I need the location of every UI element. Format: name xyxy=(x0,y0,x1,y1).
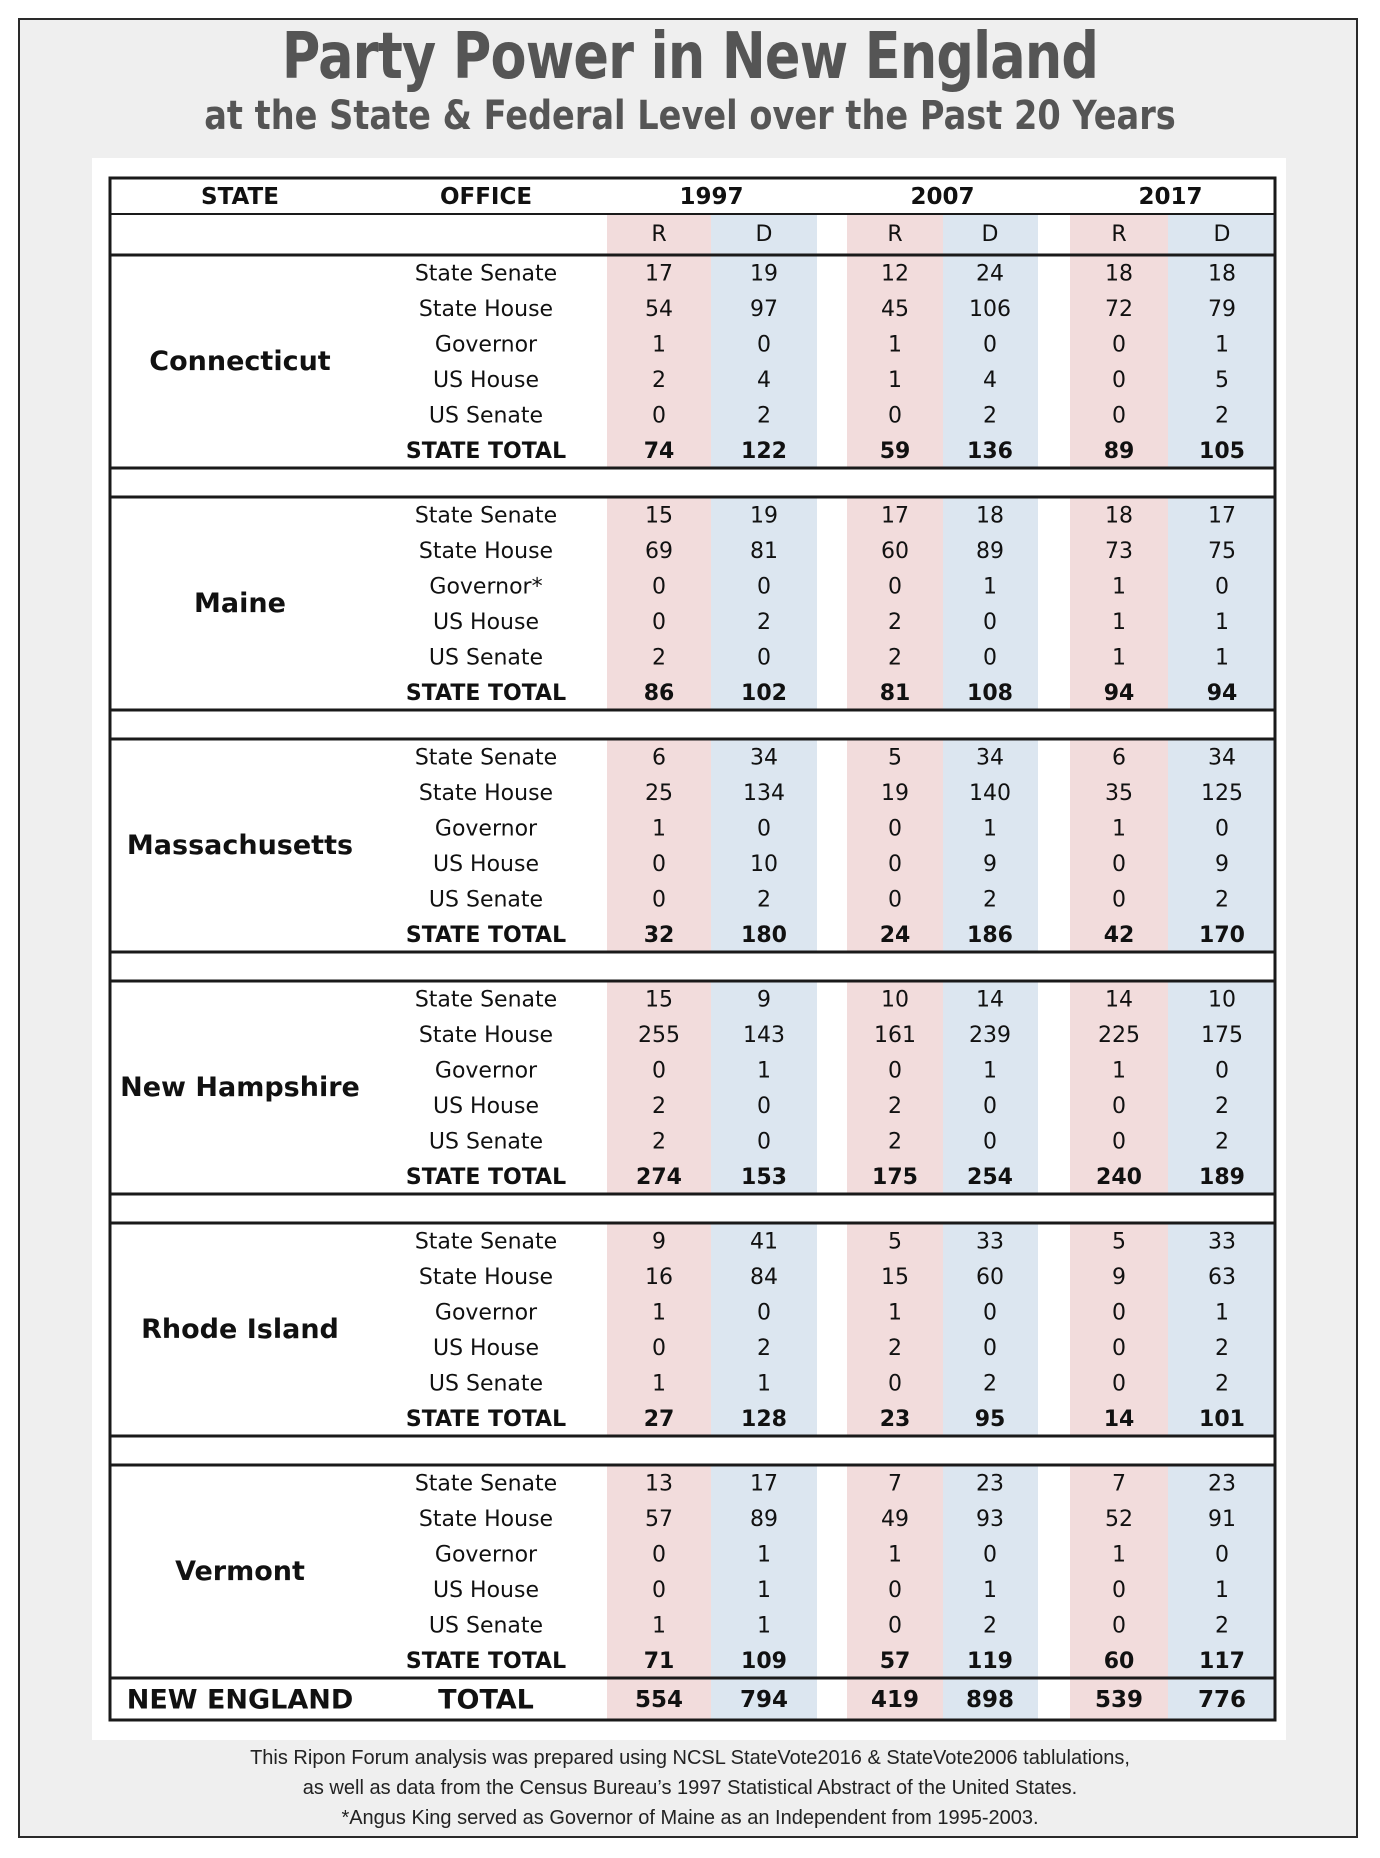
data-cell: 45 xyxy=(881,296,909,322)
state-name: Rhode Island xyxy=(141,1314,339,1345)
data-cell: 0 xyxy=(757,1093,771,1119)
data-cell: 2 xyxy=(1215,1371,1229,1397)
state-total-cell: 240 xyxy=(1096,1164,1142,1190)
state-total-cell: 254 xyxy=(967,1164,1013,1190)
data-cell: 2 xyxy=(1215,1093,1229,1119)
data-cell: 34 xyxy=(750,745,778,771)
state-total-label: STATE TOTAL xyxy=(405,1648,567,1674)
office-label: Governor xyxy=(434,1058,538,1084)
data-cell: 18 xyxy=(976,503,1004,529)
data-cell: 1 xyxy=(888,1542,902,1568)
header-state: STATE xyxy=(201,184,279,210)
data-cell: 52 xyxy=(1105,1506,1133,1532)
header-party: D xyxy=(981,222,999,247)
office-label: State Senate xyxy=(414,261,558,287)
header-party: D xyxy=(755,222,773,247)
data-cell: 1 xyxy=(652,1371,666,1397)
data-cell: 7 xyxy=(1112,1471,1126,1497)
data-cell: 97 xyxy=(750,296,778,322)
data-cell: 0 xyxy=(1215,1542,1229,1568)
data-cell: 0 xyxy=(1112,1371,1126,1397)
data-cell: 15 xyxy=(645,503,673,529)
data-cell: 17 xyxy=(1208,503,1236,529)
data-cell: 0 xyxy=(983,609,997,635)
office-label: Governor* xyxy=(429,574,543,600)
office-label: US House xyxy=(432,367,540,393)
data-cell: 63 xyxy=(1208,1264,1236,1290)
data-cell: 1 xyxy=(757,1542,771,1568)
page-title: Party Power in New England xyxy=(281,20,1099,94)
state-total-cell: 117 xyxy=(1199,1648,1245,1674)
data-cell: 5 xyxy=(1112,1229,1126,1255)
data-cell: 2 xyxy=(1215,1613,1229,1639)
state-total-cell: 57 xyxy=(879,1648,911,1674)
data-cell: 14 xyxy=(976,987,1004,1013)
data-cell: 89 xyxy=(750,1506,778,1532)
data-cell: 1 xyxy=(757,1371,771,1397)
office-label: Governor xyxy=(434,1542,538,1568)
data-cell: 14 xyxy=(1105,987,1133,1013)
data-cell: 15 xyxy=(645,987,673,1013)
data-cell: 0 xyxy=(652,1335,666,1361)
state-total-cell: 32 xyxy=(643,922,675,948)
data-cell: 2 xyxy=(888,1093,902,1119)
state-total-cell: 71 xyxy=(643,1648,675,1674)
office-label: State Senate xyxy=(414,503,558,529)
data-cell: 0 xyxy=(652,403,666,429)
data-cell: 6 xyxy=(652,745,666,771)
data-cell: 13 xyxy=(645,1471,673,1497)
state-separator xyxy=(110,1194,1275,1223)
data-cell: 49 xyxy=(881,1506,909,1532)
data-cell: 5 xyxy=(888,745,902,771)
data-cell: 18 xyxy=(1208,261,1236,287)
data-cell: 1 xyxy=(652,1300,666,1326)
data-cell: 2 xyxy=(983,1371,997,1397)
data-cell: 17 xyxy=(750,1471,778,1497)
state-total-cell: 23 xyxy=(879,1406,911,1432)
data-cell: 0 xyxy=(757,1129,771,1155)
data-cell: 1 xyxy=(1215,332,1229,358)
data-cell: 10 xyxy=(750,851,778,877)
data-cell: 134 xyxy=(743,780,785,806)
state-total-cell: 24 xyxy=(879,922,911,948)
state-total-cell: 175 xyxy=(872,1164,918,1190)
office-label: State House xyxy=(418,780,554,806)
data-cell: 4 xyxy=(983,367,997,393)
data-cell: 0 xyxy=(888,1371,902,1397)
data-cell: 15 xyxy=(881,1264,909,1290)
state-total-cell: 170 xyxy=(1199,922,1245,948)
data-cell: 0 xyxy=(1112,403,1126,429)
data-cell: 1 xyxy=(888,367,902,393)
data-cell: 1 xyxy=(1215,1300,1229,1326)
data-cell: 0 xyxy=(652,1542,666,1568)
header-party: D xyxy=(1213,222,1231,247)
header-party: R xyxy=(1111,222,1127,247)
office-label: US Senate xyxy=(428,1129,544,1155)
data-cell: 2 xyxy=(757,887,771,913)
data-cell: 0 xyxy=(652,574,666,600)
data-cell: 1 xyxy=(888,1300,902,1326)
state-total-label: STATE TOTAL xyxy=(405,438,567,464)
state-total-cell: 86 xyxy=(643,680,675,706)
data-cell: 0 xyxy=(1112,1335,1126,1361)
data-cell: 2 xyxy=(757,609,771,635)
office-label: State Senate xyxy=(414,745,558,771)
data-cell: 0 xyxy=(1112,1300,1126,1326)
office-label: US Senate xyxy=(428,403,544,429)
data-cell: 0 xyxy=(983,1335,997,1361)
data-cell: 0 xyxy=(888,1613,902,1639)
office-label: US House xyxy=(432,1577,540,1603)
state-total-cell: 101 xyxy=(1199,1406,1245,1432)
office-label: Governor xyxy=(434,1300,538,1326)
data-cell: 0 xyxy=(757,645,771,671)
office-label: State House xyxy=(418,538,554,564)
office-label: Governor xyxy=(434,332,538,358)
data-cell: 1 xyxy=(757,1058,771,1084)
data-cell: 2 xyxy=(652,367,666,393)
data-cell: 0 xyxy=(888,887,902,913)
state-total-cell: 136 xyxy=(967,438,1013,464)
data-cell: 91 xyxy=(1208,1506,1236,1532)
data-cell: 1 xyxy=(1112,645,1126,671)
state-total-label: STATE TOTAL xyxy=(405,1406,567,1432)
data-cell: 1 xyxy=(1112,816,1126,842)
data-cell: 0 xyxy=(652,609,666,635)
data-cell: 2 xyxy=(888,1335,902,1361)
data-cell: 19 xyxy=(750,503,778,529)
state-name: Massachusetts xyxy=(126,830,354,861)
data-cell: 10 xyxy=(881,987,909,1013)
data-cell: 89 xyxy=(976,538,1004,564)
state-total-cell: 109 xyxy=(741,1648,787,1674)
state-total-cell: 102 xyxy=(741,680,787,706)
data-cell: 0 xyxy=(1112,332,1126,358)
state-total-label: STATE TOTAL xyxy=(405,1164,567,1190)
data-cell: 84 xyxy=(750,1264,778,1290)
data-cell: 1 xyxy=(1215,1577,1229,1603)
data-cell: 2 xyxy=(888,1129,902,1155)
data-cell: 2 xyxy=(983,1613,997,1639)
data-cell: 9 xyxy=(983,851,997,877)
office-label: State House xyxy=(418,296,554,322)
data-cell: 1 xyxy=(1112,1058,1126,1084)
data-cell: 1 xyxy=(888,332,902,358)
office-label: State Senate xyxy=(414,987,558,1013)
data-cell: 33 xyxy=(1208,1229,1236,1255)
state-total-cell: 128 xyxy=(741,1406,787,1432)
data-cell: 143 xyxy=(743,1022,785,1048)
state-total-cell: 42 xyxy=(1103,922,1135,948)
state-total-cell: 60 xyxy=(1103,1648,1135,1674)
data-cell: 73 xyxy=(1105,538,1133,564)
office-label: State Senate xyxy=(414,1229,558,1255)
office-label: US Senate xyxy=(428,1371,544,1397)
office-label: US House xyxy=(432,1335,540,1361)
state-total-cell: 180 xyxy=(741,922,787,948)
state-separator xyxy=(110,710,1275,739)
footnote-source-1: This Ripon Forum analysis was prepared using NCSL StateVote2016 & StateVote2006 tablulations, xyxy=(250,1747,1130,1769)
header-year: 2017 xyxy=(1138,184,1203,210)
data-cell: 2 xyxy=(652,1129,666,1155)
data-cell: 34 xyxy=(976,745,1004,771)
data-cell: 0 xyxy=(888,1058,902,1084)
data-cell: 9 xyxy=(757,987,771,1013)
data-cell: 0 xyxy=(983,332,997,358)
data-cell: 0 xyxy=(888,574,902,600)
data-cell: 225 xyxy=(1098,1022,1140,1048)
office-label: State House xyxy=(418,1022,554,1048)
footnote-source-2: as well as data from the Census Bureau’s 1997 Statistical Abstract of the United States. xyxy=(302,1777,1078,1799)
data-cell: 2 xyxy=(983,887,997,913)
grand-total-region: NEW ENGLAND xyxy=(126,1684,354,1716)
data-cell: 57 xyxy=(645,1506,673,1532)
state-total-cell: 189 xyxy=(1199,1164,1245,1190)
state-total-label: STATE TOTAL xyxy=(405,922,567,948)
data-cell: 0 xyxy=(983,1300,997,1326)
state-separator xyxy=(110,1436,1275,1465)
data-cell: 175 xyxy=(1201,1022,1243,1048)
data-cell: 6 xyxy=(1112,745,1126,771)
grand-total-cell: 794 xyxy=(739,1687,789,1713)
header-year: 2007 xyxy=(910,184,975,210)
data-cell: 9 xyxy=(652,1229,666,1255)
state-total-cell: 59 xyxy=(879,438,911,464)
office-label: US Senate xyxy=(428,887,544,913)
data-cell: 23 xyxy=(976,1471,1004,1497)
data-cell: 0 xyxy=(652,1577,666,1603)
data-cell: 12 xyxy=(881,261,909,287)
data-cell: 2 xyxy=(1215,403,1229,429)
state-total-cell: 27 xyxy=(643,1406,675,1432)
data-cell: 17 xyxy=(645,261,673,287)
state-separator xyxy=(110,468,1275,497)
data-cell: 2 xyxy=(888,609,902,635)
data-cell: 0 xyxy=(888,816,902,842)
state-separator xyxy=(110,952,1275,981)
office-label: Governor xyxy=(434,816,538,842)
data-cell: 161 xyxy=(874,1022,916,1048)
data-cell: 5 xyxy=(888,1229,902,1255)
state-total-cell: 81 xyxy=(879,680,911,706)
data-cell: 17 xyxy=(881,503,909,529)
data-cell: 60 xyxy=(881,538,909,564)
data-cell: 54 xyxy=(645,296,673,322)
data-cell: 0 xyxy=(983,1129,997,1155)
footnote-maine-governor: *Angus King served as Governor of Maine as an Independent from 1995-2003. xyxy=(341,1807,1039,1829)
state-total-cell: 89 xyxy=(1103,438,1135,464)
data-cell: 0 xyxy=(1112,1093,1126,1119)
state-total-cell: 94 xyxy=(1103,680,1135,706)
data-cell: 1 xyxy=(983,816,997,842)
state-total-label: STATE TOTAL xyxy=(405,680,567,706)
data-cell: 41 xyxy=(750,1229,778,1255)
data-cell: 2 xyxy=(652,1093,666,1119)
data-cell: 0 xyxy=(757,1300,771,1326)
data-cell: 1 xyxy=(757,1613,771,1639)
data-cell: 19 xyxy=(881,780,909,806)
data-cell: 0 xyxy=(983,1093,997,1119)
state-name: Connecticut xyxy=(149,346,331,377)
data-cell: 2 xyxy=(1215,1129,1229,1155)
data-cell: 16 xyxy=(645,1264,673,1290)
data-cell: 35 xyxy=(1105,780,1133,806)
data-cell: 0 xyxy=(1112,887,1126,913)
office-label: US House xyxy=(432,609,540,635)
grand-total-cell: 539 xyxy=(1094,1687,1144,1713)
data-cell: 0 xyxy=(888,851,902,877)
data-cell: 0 xyxy=(757,816,771,842)
state-total-cell: 95 xyxy=(974,1406,1006,1432)
data-cell: 1 xyxy=(652,332,666,358)
data-cell: 5 xyxy=(1215,367,1229,393)
data-cell: 2 xyxy=(757,403,771,429)
data-cell: 69 xyxy=(645,538,673,564)
data-cell: 1 xyxy=(1215,645,1229,671)
data-cell: 0 xyxy=(1112,1613,1126,1639)
data-cell: 81 xyxy=(750,538,778,564)
data-cell: 1 xyxy=(1112,609,1126,635)
data-cell: 10 xyxy=(1208,987,1236,1013)
header-office: OFFICE xyxy=(439,184,533,210)
data-cell: 0 xyxy=(1215,574,1229,600)
data-cell: 19 xyxy=(750,261,778,287)
state-total-cell: 274 xyxy=(636,1164,682,1190)
state-total-cell: 119 xyxy=(967,1648,1013,1674)
page-subtitle: at the State & Federal Level over the Past 20 Years xyxy=(204,93,1176,139)
office-label: US House xyxy=(432,1093,540,1119)
data-cell: 106 xyxy=(969,296,1011,322)
data-cell: 0 xyxy=(652,851,666,877)
state-total-cell: 122 xyxy=(741,438,787,464)
office-label: US Senate xyxy=(428,645,544,671)
data-cell: 0 xyxy=(757,332,771,358)
data-cell: 1 xyxy=(1112,574,1126,600)
data-cell: 0 xyxy=(757,574,771,600)
data-cell: 1 xyxy=(983,574,997,600)
data-cell: 0 xyxy=(983,1542,997,1568)
header-party: R xyxy=(887,222,903,247)
grand-total-cell: 554 xyxy=(634,1687,684,1713)
data-cell: 0 xyxy=(1112,851,1126,877)
data-cell: 239 xyxy=(969,1022,1011,1048)
data-cell: 9 xyxy=(1215,851,1229,877)
state-total-cell: 14 xyxy=(1103,1406,1135,1432)
data-cell: 7 xyxy=(888,1471,902,1497)
data-cell: 140 xyxy=(969,780,1011,806)
data-cell: 0 xyxy=(888,1577,902,1603)
data-cell: 0 xyxy=(1112,1577,1126,1603)
state-total-cell: 94 xyxy=(1206,680,1238,706)
data-cell: 1 xyxy=(1215,609,1229,635)
data-cell: 1 xyxy=(983,1577,997,1603)
state-name: New Hampshire xyxy=(120,1072,360,1103)
office-label: State House xyxy=(418,1506,554,1532)
data-cell: 1 xyxy=(1112,1542,1126,1568)
data-cell: 0 xyxy=(888,403,902,429)
office-label: State House xyxy=(418,1264,554,1290)
data-cell: 2 xyxy=(1215,887,1229,913)
data-cell: 60 xyxy=(976,1264,1004,1290)
state-total-cell: 105 xyxy=(1199,438,1245,464)
state-name: Vermont xyxy=(175,1556,305,1587)
data-cell: 1 xyxy=(652,1613,666,1639)
data-cell: 125 xyxy=(1201,780,1243,806)
data-cell: 0 xyxy=(1112,1129,1126,1155)
data-cell: 2 xyxy=(652,645,666,671)
data-cell: 0 xyxy=(1215,816,1229,842)
office-label: US House xyxy=(432,851,540,877)
office-label: State Senate xyxy=(414,1471,558,1497)
data-cell: 33 xyxy=(976,1229,1004,1255)
data-cell: 18 xyxy=(1105,261,1133,287)
header-year: 1997 xyxy=(679,184,744,210)
data-cell: 4 xyxy=(757,367,771,393)
grand-total-label: TOTAL xyxy=(438,1684,534,1716)
state-total-cell: 186 xyxy=(967,922,1013,948)
data-cell: 25 xyxy=(645,780,673,806)
data-cell: 2 xyxy=(888,645,902,671)
data-cell: 2 xyxy=(757,1335,771,1361)
data-cell: 93 xyxy=(976,1506,1004,1532)
state-total-cell: 108 xyxy=(967,680,1013,706)
data-cell: 0 xyxy=(1112,367,1126,393)
office-label: US Senate xyxy=(428,1613,544,1639)
data-cell: 24 xyxy=(976,261,1004,287)
data-cell: 255 xyxy=(638,1022,680,1048)
data-cell: 0 xyxy=(1215,1058,1229,1084)
data-cell: 0 xyxy=(652,1058,666,1084)
grand-total-cell: 419 xyxy=(870,1687,920,1713)
grand-total-cell: 898 xyxy=(965,1687,1015,1713)
header-party: R xyxy=(651,222,667,247)
data-cell: 0 xyxy=(983,645,997,671)
data-cell: 1 xyxy=(652,816,666,842)
state-total-cell: 74 xyxy=(643,438,675,464)
state-total-cell: 153 xyxy=(741,1164,787,1190)
grand-total-cell: 776 xyxy=(1197,1687,1247,1713)
data-cell: 1 xyxy=(983,1058,997,1084)
data-cell: 75 xyxy=(1208,538,1236,564)
data-cell: 0 xyxy=(652,887,666,913)
data-cell: 2 xyxy=(1215,1335,1229,1361)
data-cell: 72 xyxy=(1105,296,1133,322)
data-cell: 9 xyxy=(1112,1264,1126,1290)
data-cell: 18 xyxy=(1105,503,1133,529)
data-cell: 1 xyxy=(757,1577,771,1603)
data-cell: 2 xyxy=(983,403,997,429)
data-cell: 23 xyxy=(1208,1471,1236,1497)
data-cell: 79 xyxy=(1208,296,1236,322)
data-cell: 34 xyxy=(1208,745,1236,771)
state-name: Maine xyxy=(194,588,286,619)
